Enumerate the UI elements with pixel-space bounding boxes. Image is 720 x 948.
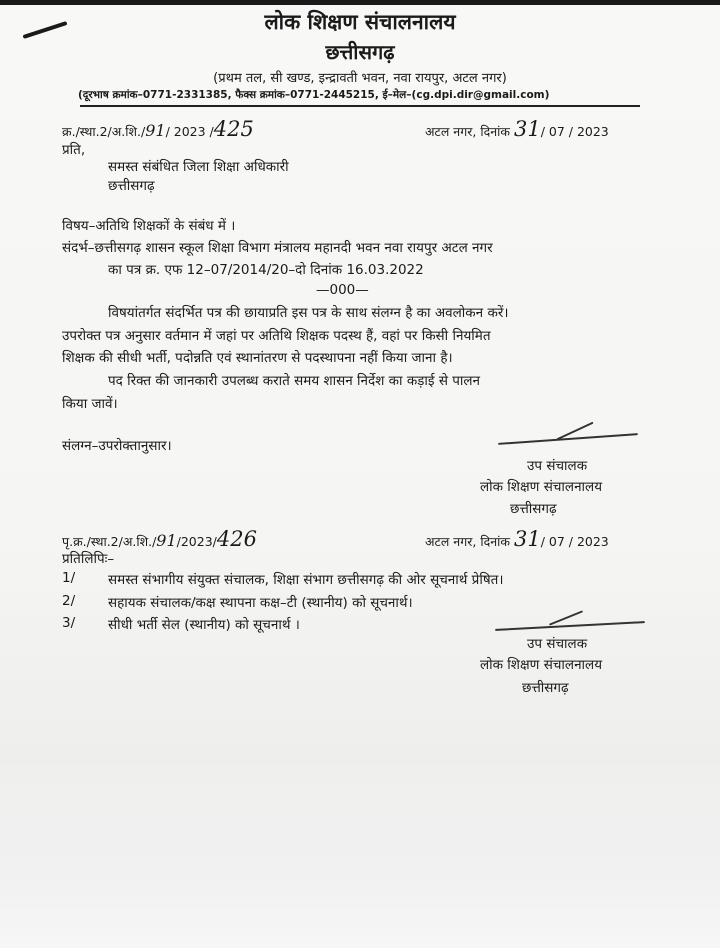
copy-label: प्रतिलिपिः–	[62, 551, 115, 567]
office-address: (प्रथम तल, सी खण्ड, इन्द्रावती भवन, नवा रायपुर, अटल नगर)	[213, 71, 507, 86]
para1-line1: विषयांतर्गत संदर्भित पत्र की छायाप्रति इस पत्र के साथ संलग्न है का अवलोकन करें।	[108, 305, 509, 321]
sign-office: लोक शिक्षण संचालनालय	[480, 479, 603, 495]
letter-date-day: 31	[513, 117, 541, 141]
copy-ref-hand: 91	[156, 531, 177, 550]
copy-place-date: अटल नगर, दिनांक	[425, 534, 510, 549]
subject-line: विषय–अतिथि शिक्षकों के संबंध में ।	[62, 218, 236, 234]
para2-line1: पद रिक्त की जानकारी उपलब्ध कराते समय शासन निर्देश का कड़ाई से पालन	[108, 373, 481, 389]
para1-line3: शिक्षक की सीधी भर्ती, पदोन्नति एवं स्थानांतरण से पदस्थापना नहीं किया जाना है।	[62, 350, 453, 366]
copy-item-text: सहायक संचालक/कक्ष स्थापना कक्ष–टी (स्थानीय) को सूचनार्थ।	[108, 595, 413, 611]
reference-line1: संदर्भ–छत्तीसगढ़ शासन स्कूल शिक्षा विभाग मंत्रालय महानदी भवन नवा रायपुर अटल नगर	[62, 240, 493, 256]
copy-item-num: 3/	[62, 615, 76, 631]
copy-item-text: सीधी भर्ती सेल (स्थानीय) को सूचनार्थ ।	[108, 617, 300, 633]
page-bottom-fade	[0, 765, 720, 948]
copy-item-text: समस्त संभागीय संयुक्त संचालक, शिक्षा संभाग छत्तीसगढ़ की ओर सूचनार्थ प्रेषित।	[108, 572, 504, 588]
enclosure-line: संलग्न–उपरोक्तानुसार।	[62, 438, 172, 454]
addressee-line2: छत्तीसगढ़	[108, 178, 155, 194]
copy-ref-prefix: पृ.क्र./स्था.2/अ.शि./	[62, 534, 157, 549]
copy-ref-number: 426	[216, 527, 257, 551]
letter-ref-year: / 2023 /	[165, 124, 214, 139]
copy-item-num: 1/	[62, 570, 76, 586]
copy-date-rest: / 07 / 2023	[540, 534, 609, 549]
copy-ref-year: /2023/	[176, 534, 217, 549]
header-rule	[80, 105, 640, 107]
reference-line2: का पत्र क्र. एफ 12–07/2014/20–दो दिनांक 16.03.2022	[108, 262, 424, 278]
copy-date-day: 31	[513, 527, 541, 551]
separator: —000—	[316, 282, 369, 298]
state-name: छत्तीसगढ़	[325, 40, 395, 64]
copy-date	[425, 527, 609, 551]
sign-state: छत्तीसगढ़	[510, 501, 557, 517]
sign-title: उप संचालक	[527, 458, 588, 474]
prati-label: प्रति,	[62, 142, 86, 158]
addressee-line1: समस्त संबंधित जिला शिक्षा अधिकारी	[108, 159, 289, 175]
copy-sign-title: उप संचालक	[527, 636, 588, 652]
letter-date-rest: / 07 / 2023	[540, 124, 609, 139]
letter-ref-prefix: क्र./स्था.2/अ.शि./	[62, 124, 146, 139]
para2-line2: किया जावें।	[62, 396, 118, 412]
letter-place-date: अटल नगर, दिनांक	[425, 124, 510, 139]
letter-ref-number: 425	[213, 117, 254, 141]
copy-sign-state: छत्तीसगढ़	[522, 680, 569, 696]
copy-ref	[62, 527, 257, 551]
letter-date	[425, 117, 609, 141]
letter-ref-hand: 91	[145, 121, 166, 140]
office-name: लोक शिक्षण संचालनालय	[264, 10, 456, 34]
copy-sign-office: लोक शिक्षण संचालनालय	[480, 657, 603, 673]
contact-line: (दूरभाष क्रमांक–0771-2331385, फैक्स क्रमांक–0771-2445215, ई–मेल–(cg.dpi.dir@gmail.com)	[78, 89, 550, 101]
letter-ref	[62, 117, 254, 141]
para1-line2: उपरोक्त पत्र अनुसार वर्तमान में जहां पर अतिथि शिक्षक पदस्थ हैं, वहां पर किसी नियमित	[62, 328, 491, 344]
copy-item-num: 2/	[62, 593, 76, 609]
